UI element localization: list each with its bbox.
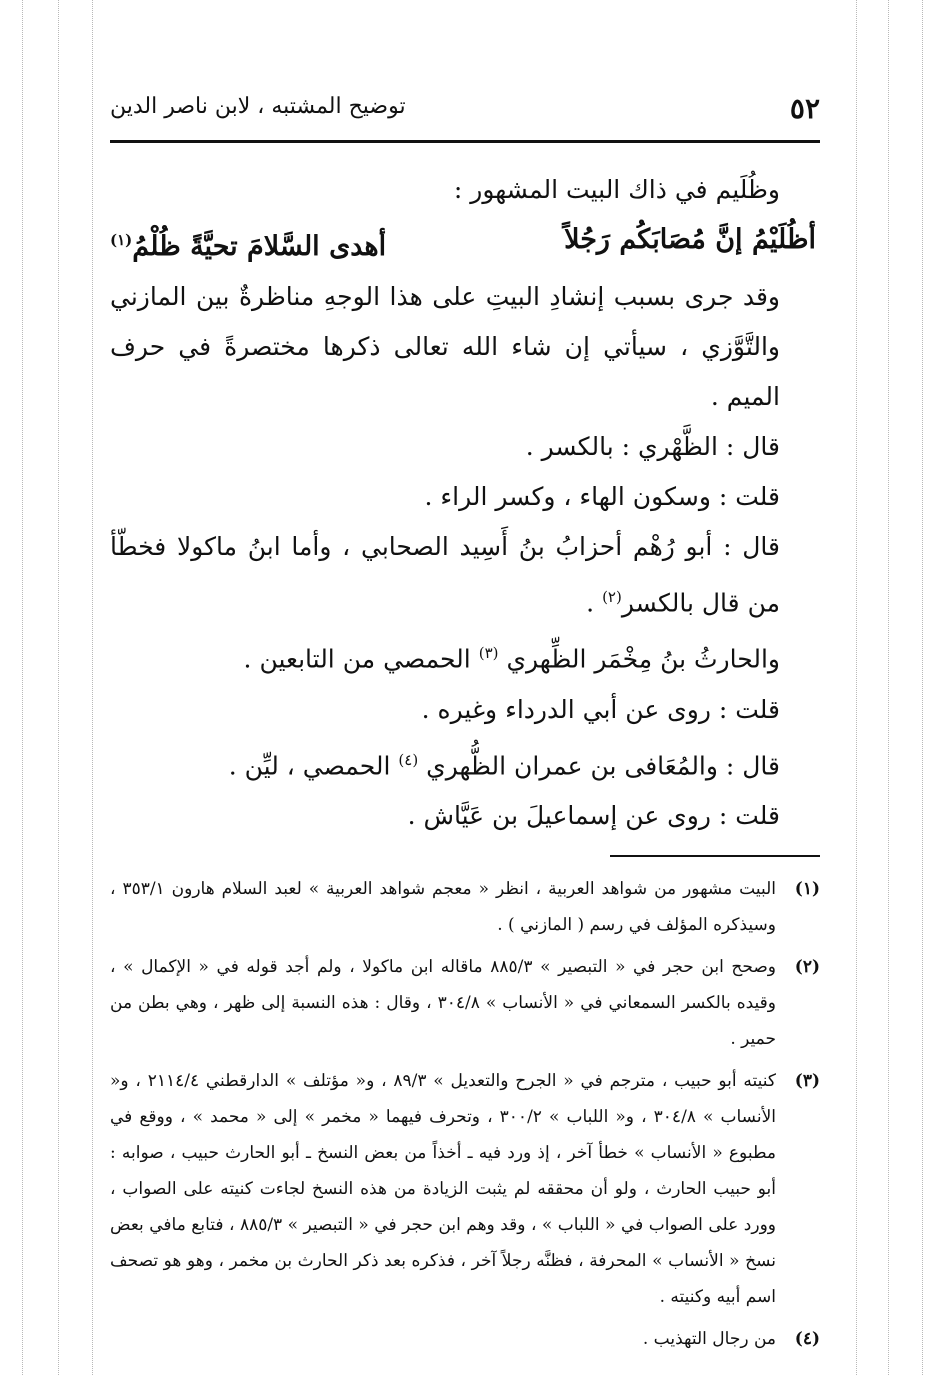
text-span: الحمصي من التابعين . (243, 644, 479, 674)
paragraph: وقد جرى بسبب إنشادِ البيتِ على هذا الوجهِ مناظرةٌ بين المازني والتَّوَّزي ، سيأتي إن شاء الله تعالى ذكرها مختصرةً في حرف الميم . (110, 282, 780, 411)
margin-guide-right-2 (888, 0, 889, 1375)
text-line: قلت : روى عن أبي الدرداء وغيره . (421, 694, 780, 724)
poem-verse (110, 215, 820, 272)
footnote-text: البيت مشهور من شواهد العربية ، انظر « معجم شواهد العربية » لعبد السلام هارون ٣٥٣/١ ، وسيذكره المؤلف في رسم ( المازني ) . (110, 878, 776, 935)
footnotes (110, 871, 820, 1357)
footnote-ref: (٣) (478, 644, 499, 663)
verse-first-hemistich: أظُلَيْمُ إنَّ مُصَابَكُم رَجُلاً (564, 224, 816, 255)
footnote-number: (٢) (794, 956, 820, 977)
paragraph (110, 522, 820, 628)
text-span: قال : أبو رُهْم أحزابُ بنُ أَسِيد الصحابي ، وأما ابنُ ماكولا فخطّأ من قال بالكسر (110, 532, 780, 618)
verse-second-hemistich (110, 215, 386, 272)
text-line (110, 628, 820, 684)
footnote (110, 1063, 820, 1315)
page-header (110, 88, 820, 128)
margin-guide-left-3 (92, 0, 93, 1375)
footnote (110, 871, 820, 943)
page-number: ٥٢ (789, 92, 820, 125)
footnote (110, 949, 820, 1057)
margin-guide-left-2 (58, 0, 59, 1375)
footnote-number: (٣) (794, 1070, 820, 1091)
text-line (110, 735, 820, 791)
footnote-text: من رجال التهذيب . (642, 1328, 776, 1349)
footnote-separator (610, 855, 820, 857)
text-line: قال : الظَّهْري : بالكسر . (525, 432, 780, 461)
main-text (110, 165, 820, 841)
text-span: قال : والمُعَافى بن عمران الظُّهري (426, 750, 780, 780)
header-rule (110, 140, 820, 143)
text-line: وظُلَيم في ذاك البيت المشهور : (453, 175, 780, 204)
text-line: قلت : روى عن إسماعيلَ بن عَيَّاش . (407, 800, 780, 830)
text-line: قلت : وسكون الهاء ، وكسر الراء . (424, 482, 780, 511)
footnote (110, 1321, 820, 1357)
margin-guide-left-1 (22, 0, 23, 1375)
verse-second-text: أهدى السَّلامَ تحيَّةً ظُلْمُ (132, 231, 387, 262)
text-span: الحمصي ، ليِّن . (228, 750, 399, 780)
footnote-text: كنيته أبو حبيب ، مترجم في « الجرح والتعديل » ٨٩/٣ ، و« مؤتلف » الدارقطني ٢١١٤/٤ ، و« الأنساب » ٣٠٤/٨ ، و« اللباب » ٣٠٠/٢ ، وتحرف فيهما « مخمر » إلى « محمد » ، ووقع في مطبوع « الأنساب » خطأ آخر ، إذ ورد فيه ـ أخذاً من بعض النسخ ـ أبو الحارث حبيب ، صوابه : أبو حبيب الحارث ، ولو أن محققه لم يثبت الزيادة من هذه النسخ لجاءت كنيته على الصواب ، وورد على الصواب في « اللباب » ، وقد وهم ابن حجر في « التبصير » ٨٨٥/٣ ، فتابع مافي بعض نسخ « الأنساب » المحرفة ، فظنَّه رجلاً آخر ، فذكره بعد ذكر الحارث بن مخمر ، وهو هو تصحف اسم أبيه وكنيته . (110, 1070, 777, 1307)
footnote-number: (١) (794, 878, 820, 899)
text-span: والحارثُ بنُ مِخْمَر الظِّهري (506, 644, 780, 674)
footnote-ref: (٤) (398, 750, 419, 769)
text-span: . (586, 588, 603, 618)
margin-guide-right-1 (856, 0, 857, 1375)
footnote-ref: (١) (110, 231, 133, 249)
running-head: توضيح المشتبه ، لابن ناصر الدين (110, 94, 406, 119)
margin-guide-right-3 (922, 0, 923, 1375)
footnote-text: وصحح ابن حجر في « التبصير » ٨٨٥/٣ ماقاله ابن ماكولا ، ولم أجد قوله في « الإكمال » ، وقيده بالكسر السمعاني في « الأنساب » ٣٠٤/٨ ، وقال : هذه النسبة إلى ظهر ، وهي بطن من حمير . (110, 956, 777, 1049)
book-page (110, 88, 820, 1363)
footnote-ref: (٢) (602, 588, 622, 606)
footnote-number: (٤) (794, 1328, 820, 1349)
